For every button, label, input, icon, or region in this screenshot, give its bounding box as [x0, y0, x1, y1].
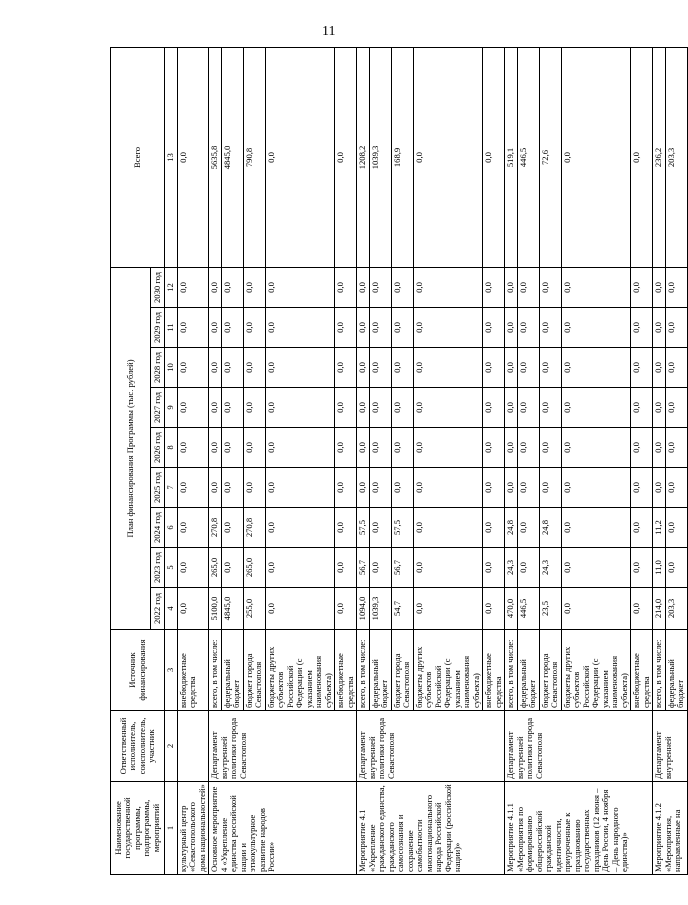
value-cell: 0,0: [539, 267, 561, 307]
value-cell: 0,0: [483, 308, 505, 348]
value-cell: 0,0: [665, 348, 687, 388]
header-column-number: 1: [165, 782, 178, 875]
value-cell: 0,0: [517, 388, 539, 428]
value-cell: 0,0: [391, 468, 413, 508]
value-cell: 0,0: [483, 388, 505, 428]
value-cell: 0,0: [391, 388, 413, 428]
value-cell: 0,0: [209, 308, 222, 348]
value-cell: 0,0: [631, 428, 653, 468]
value-cell: 0,0: [561, 267, 631, 307]
value-cell: 0,0: [413, 468, 483, 508]
table-row: [505, 47, 518, 874]
value-cell: 0,0: [177, 508, 209, 548]
source-cell: федеральный бюджет: [221, 630, 243, 711]
value-cell: 1039,3: [369, 588, 391, 630]
value-cell: 0,0: [483, 588, 505, 630]
header-year: 2024 год: [151, 508, 165, 548]
value-cell: 0,0: [335, 468, 357, 508]
header-column-number: 10: [165, 348, 178, 388]
value-cell: 24,3: [505, 548, 518, 588]
value-cell: 0,0: [177, 388, 209, 428]
source-cell: всего, в том числе:: [505, 630, 518, 711]
value-cell: 470,0: [505, 588, 518, 630]
value-cell: 214,0: [653, 588, 666, 630]
source-cell: федеральный бюджет: [369, 630, 391, 711]
value-cell: 0,0: [221, 428, 243, 468]
value-cell: 0,0: [369, 428, 391, 468]
header-total: Всего: [111, 47, 165, 267]
value-cell: 0,0: [631, 588, 653, 630]
value-cell: 56,7: [357, 548, 370, 588]
value-cell: 0,0: [653, 388, 666, 428]
value-cell: 0,0: [505, 388, 518, 428]
value-cell: 0,0: [265, 468, 335, 508]
value-cell: 0,0: [413, 508, 483, 548]
measure-name-cell: Мероприятие 4.1.2 «Мероприятия, направленные на: [653, 782, 688, 875]
value-cell: 0,0: [335, 508, 357, 548]
header-year: 2028 год: [151, 348, 165, 388]
value-cell: 0,0: [243, 267, 265, 307]
header-column-number: 3: [165, 630, 178, 711]
responsible-cell: Департамент внутренней политики города Севастополя: [209, 711, 357, 782]
value-cell: 0,0: [665, 428, 687, 468]
value-cell: 0,0: [177, 348, 209, 388]
value-cell: 0,0: [517, 428, 539, 468]
value-cell: 0,0: [539, 388, 561, 428]
total-cell: 0,0: [177, 47, 209, 267]
value-cell: 0,0: [265, 588, 335, 630]
source-cell: внебюджетные средства: [631, 630, 653, 711]
table-row: [209, 47, 222, 874]
value-cell: 0,0: [631, 468, 653, 508]
value-cell: 0,0: [221, 468, 243, 508]
value-cell: 0,0: [653, 308, 666, 348]
value-cell: 0,0: [221, 548, 243, 588]
responsible-cell: [177, 711, 209, 782]
value-cell: 57,5: [357, 508, 370, 548]
table-row: [357, 47, 370, 874]
value-cell: 0,0: [653, 468, 666, 508]
measure-name-cell: Мероприятие 4.1 «Укрепление гражданского единства, гражданского самосознания и сохранение самобытности многонационального народа Российской Федерации (российской нации)»: [357, 782, 505, 875]
source-cell: бюджет города Севастополя: [391, 630, 413, 711]
value-cell: 0,0: [539, 308, 561, 348]
value-cell: 0,0: [517, 348, 539, 388]
total-cell: 0,0: [631, 47, 653, 267]
value-cell: 265,0: [243, 548, 265, 588]
value-cell: 0,0: [177, 548, 209, 588]
value-cell: 0,0: [265, 548, 335, 588]
value-cell: 0,0: [505, 308, 518, 348]
header-name: Наименование государственной программы, подпрограммы, мероприятий: [111, 782, 165, 875]
value-cell: 0,0: [665, 508, 687, 548]
source-cell: внебюджетные средства: [483, 630, 505, 711]
value-cell: 0,0: [483, 548, 505, 588]
value-cell: 0,0: [335, 308, 357, 348]
total-cell: 5635,8: [209, 47, 222, 267]
value-cell: 0,0: [209, 388, 222, 428]
value-cell: 0,0: [335, 267, 357, 307]
header-column-number: 2: [165, 711, 178, 782]
header-column-number: 9: [165, 388, 178, 428]
value-cell: 0,0: [243, 388, 265, 428]
value-cell: 0,0: [209, 468, 222, 508]
value-cell: 0,0: [413, 548, 483, 588]
value-cell: 0,0: [631, 267, 653, 307]
value-cell: 0,0: [209, 267, 222, 307]
page-number: 11: [322, 24, 336, 39]
value-cell: 0,0: [561, 468, 631, 508]
value-cell: 0,0: [653, 267, 666, 307]
value-cell: 0,0: [369, 548, 391, 588]
value-cell: 0,0: [391, 348, 413, 388]
value-cell: 0,0: [413, 428, 483, 468]
value-cell: 0,0: [561, 428, 631, 468]
total-cell: 446,5: [517, 47, 539, 267]
value-cell: 0,0: [369, 468, 391, 508]
header-source: Источник финансирования: [111, 630, 165, 711]
value-cell: 0,0: [483, 468, 505, 508]
value-cell: 0,0: [243, 428, 265, 468]
value-cell: 0,0: [561, 348, 631, 388]
value-cell: 0,0: [665, 548, 687, 588]
responsible-cell: Департамент внутренней политики города Севастополя: [505, 711, 653, 782]
value-cell: 0,0: [209, 428, 222, 468]
value-cell: 0,0: [177, 267, 209, 307]
value-cell: 56,7: [391, 548, 413, 588]
value-cell: 0,0: [369, 308, 391, 348]
value-cell: 0,0: [631, 348, 653, 388]
value-cell: 0,0: [561, 508, 631, 548]
header-plan: План финансирования Программы (тыс. рублей): [111, 267, 151, 629]
total-cell: 0,0: [483, 47, 505, 267]
value-cell: 0,0: [221, 508, 243, 548]
header-column-number: 11: [165, 308, 178, 348]
value-cell: 0,0: [357, 388, 370, 428]
value-cell: 0,0: [505, 468, 518, 508]
value-cell: 11,0: [653, 548, 666, 588]
value-cell: 0,0: [357, 308, 370, 348]
source-cell: всего, в том числе:: [653, 630, 666, 711]
source-cell: федеральный бюджет: [665, 630, 687, 711]
total-cell: 0,0: [413, 47, 483, 267]
value-cell: 0,0: [561, 388, 631, 428]
value-cell: 0,0: [631, 308, 653, 348]
measure-name-cell: Основное мероприятие 4 «Укрепление единства российской нации и этнокультурное развитие народов России»: [209, 782, 357, 875]
value-cell: 0,0: [265, 348, 335, 388]
value-cell: 0,0: [631, 508, 653, 548]
source-cell: бюджеты других субъектов Российской Федерации (с указанием наименования субъекта): [265, 630, 335, 711]
measure-name-cell: культурный центр «Севастопольского дома национальностей»: [177, 782, 209, 875]
header-column-number: 6: [165, 508, 178, 548]
value-cell: 0,0: [653, 348, 666, 388]
value-cell: 0,0: [265, 267, 335, 307]
value-cell: 0,0: [505, 267, 518, 307]
value-cell: 0,0: [221, 348, 243, 388]
value-cell: 0,0: [265, 428, 335, 468]
total-cell: 519,1: [505, 47, 518, 267]
value-cell: 0,0: [391, 267, 413, 307]
value-cell: 0,0: [209, 348, 222, 388]
value-cell: 24,8: [505, 508, 518, 548]
value-cell: 0,0: [391, 308, 413, 348]
value-cell: 0,0: [413, 388, 483, 428]
value-cell: 0,0: [483, 267, 505, 307]
total-cell: 203,3: [665, 47, 687, 267]
value-cell: 0,0: [243, 468, 265, 508]
value-cell: 0,0: [665, 308, 687, 348]
value-cell: 203,3: [665, 588, 687, 630]
measure-name-cell: Мероприятие 4.1.1 «Мероприятия по формированию общероссийской гражданской идентичности, приуроченные к празднованию государственных праздников (12 июня – День России, 4 ноября – День народного единства)»: [505, 782, 653, 875]
value-cell: 1094,0: [357, 588, 370, 630]
table-body: [177, 47, 687, 874]
source-cell: бюджеты других субъектов Российской Федерации (с указанием наименования субъекта): [413, 630, 483, 711]
value-cell: 0,0: [357, 267, 370, 307]
value-cell: 0,0: [517, 508, 539, 548]
value-cell: 0,0: [517, 267, 539, 307]
value-cell: 0,0: [413, 348, 483, 388]
responsible-cell: Департамент внутренней политики города Севастополя: [357, 711, 505, 782]
rotated-table-container: [110, 48, 685, 875]
value-cell: 270,8: [243, 508, 265, 548]
source-cell: внебюджетные средства: [177, 630, 209, 711]
header-year: 2022 год: [151, 588, 165, 630]
header-year: 2023 год: [151, 548, 165, 588]
value-cell: 0,0: [561, 308, 631, 348]
total-cell: 168,9: [391, 47, 413, 267]
source-cell: всего, в том числе:: [209, 630, 222, 711]
value-cell: 0,0: [665, 388, 687, 428]
total-cell: 0,0: [265, 47, 335, 267]
total-cell: 0,0: [561, 47, 631, 267]
value-cell: 0,0: [517, 548, 539, 588]
header-responsible: Ответственный исполнитель, соисполнитель, участник: [111, 711, 165, 782]
value-cell: 24,3: [539, 548, 561, 588]
total-cell: 4845,0: [221, 47, 243, 267]
source-cell: внебюджетные средства: [335, 630, 357, 711]
value-cell: 0,0: [483, 348, 505, 388]
value-cell: 0,0: [561, 548, 631, 588]
value-cell: 0,0: [335, 588, 357, 630]
responsible-cell: Департамент внутренней: [653, 711, 688, 782]
value-cell: 0,0: [413, 267, 483, 307]
value-cell: 0,0: [357, 428, 370, 468]
value-cell: 5100,0: [209, 588, 222, 630]
value-cell: 0,0: [505, 348, 518, 388]
total-cell: 72,6: [539, 47, 561, 267]
value-cell: 0,0: [653, 428, 666, 468]
value-cell: 0,0: [221, 308, 243, 348]
value-cell: 0,0: [177, 428, 209, 468]
value-cell: 0,0: [335, 348, 357, 388]
value-cell: 0,0: [631, 548, 653, 588]
total-cell: 0,0: [335, 47, 357, 267]
value-cell: 54,7: [391, 588, 413, 630]
value-cell: 11,2: [653, 508, 666, 548]
total-cell: 790,8: [243, 47, 265, 267]
value-cell: 0,0: [243, 348, 265, 388]
value-cell: 0,0: [665, 468, 687, 508]
value-cell: 0,0: [357, 468, 370, 508]
total-cell: 236,2: [653, 47, 666, 267]
value-cell: 0,0: [539, 468, 561, 508]
table-row: [177, 47, 209, 874]
table-row: [653, 47, 666, 874]
value-cell: 0,0: [413, 588, 483, 630]
value-cell: 0,0: [483, 508, 505, 548]
header-year: 2030 год: [151, 267, 165, 307]
value-cell: 57,5: [391, 508, 413, 548]
source-cell: бюджет города Севастополя: [539, 630, 561, 711]
value-cell: 0,0: [177, 588, 209, 630]
value-cell: 0,0: [265, 508, 335, 548]
value-cell: 0,0: [517, 308, 539, 348]
value-cell: 0,0: [243, 308, 265, 348]
value-cell: 0,0: [221, 388, 243, 428]
value-cell: 255,0: [243, 588, 265, 630]
value-cell: 270,8: [209, 508, 222, 548]
header-column-numbers-row: [165, 47, 178, 874]
value-cell: 23,5: [539, 588, 561, 630]
value-cell: 0,0: [369, 508, 391, 548]
total-cell: 1208,2: [357, 47, 370, 267]
source-cell: бюджет города Севастополя: [243, 630, 265, 711]
source-cell: бюджеты других субъектов Российской Федерации (с указанием наименования субъекта): [561, 630, 631, 711]
value-cell: 0,0: [369, 388, 391, 428]
value-cell: 0,0: [483, 428, 505, 468]
header-year: 2027 год: [151, 388, 165, 428]
value-cell: 0,0: [413, 308, 483, 348]
value-cell: 0,0: [221, 267, 243, 307]
value-cell: 0,0: [561, 588, 631, 630]
value-cell: 0,0: [335, 388, 357, 428]
value-cell: 0,0: [517, 468, 539, 508]
value-cell: 4845,0: [221, 588, 243, 630]
value-cell: 0,0: [539, 348, 561, 388]
value-cell: 0,0: [335, 428, 357, 468]
value-cell: 0,0: [539, 428, 561, 468]
total-cell: 1039,3: [369, 47, 391, 267]
value-cell: 0,0: [665, 267, 687, 307]
header-year: 2025 год: [151, 468, 165, 508]
header-year: 2026 год: [151, 428, 165, 468]
value-cell: 265,0: [209, 548, 222, 588]
value-cell: 0,0: [265, 308, 335, 348]
value-cell: 0,0: [177, 468, 209, 508]
source-cell: всего, в том числе:: [357, 630, 370, 711]
header-column-number: 4: [165, 588, 178, 630]
value-cell: 24,8: [539, 508, 561, 548]
header-column-number: 7: [165, 468, 178, 508]
value-cell: 0,0: [505, 428, 518, 468]
value-cell: 0,0: [177, 308, 209, 348]
value-cell: 0,0: [265, 388, 335, 428]
financing-table: [110, 47, 688, 875]
value-cell: 0,0: [369, 267, 391, 307]
header-year: 2029 год: [151, 308, 165, 348]
value-cell: 0,0: [357, 348, 370, 388]
value-cell: 0,0: [369, 348, 391, 388]
source-cell: федеральный бюджет: [517, 630, 539, 711]
header-column-number: 12: [165, 267, 178, 307]
value-cell: 446,5: [517, 588, 539, 630]
header-column-number: 13: [165, 47, 178, 267]
value-cell: 0,0: [391, 428, 413, 468]
header-column-number: 5: [165, 548, 178, 588]
header-column-number: 8: [165, 428, 178, 468]
value-cell: 0,0: [631, 388, 653, 428]
value-cell: 0,0: [335, 548, 357, 588]
